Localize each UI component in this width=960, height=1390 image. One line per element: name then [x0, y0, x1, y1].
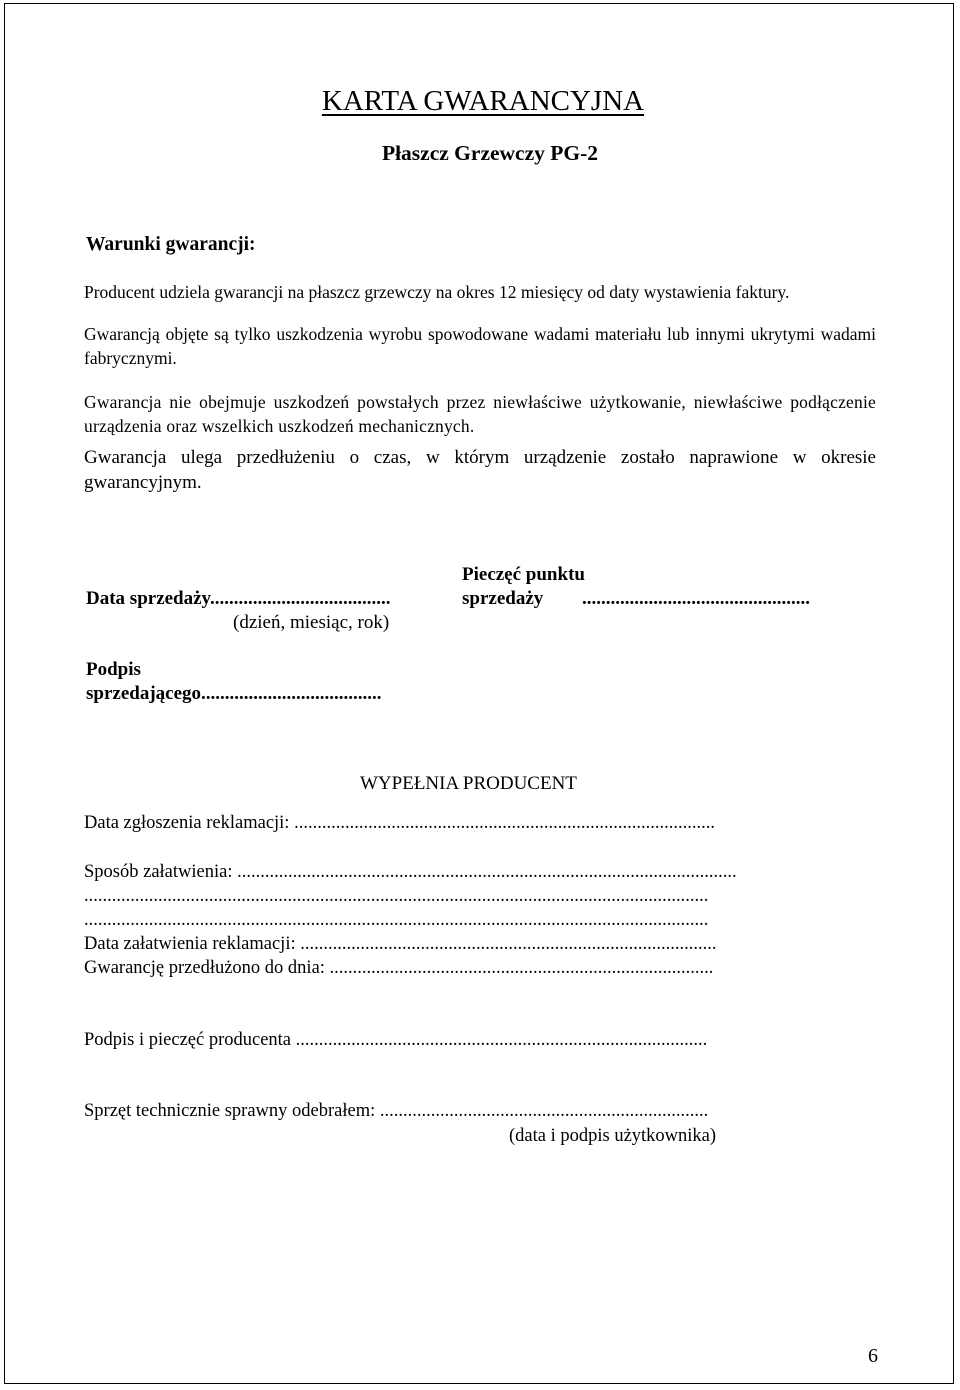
document-title: KARTA GWARANCYJNA: [321, 85, 645, 117]
method-line: Sposób załatwienia: ............................................................................................................: [84, 862, 737, 882]
stamp-label-line2: sprzedaży: [462, 588, 544, 609]
dotted-line: .......................................................................................................................................: [84, 886, 709, 906]
dotted-line: .......................................................................................................................................: [84, 910, 709, 930]
sale-date-label: Data sprzedaży: [86, 588, 211, 609]
document-subtitle: Płaszcz Grzewczy PG-2: [381, 141, 599, 165]
condition-paragraph: Gwarancja nie obejmuje uszkodzeń powstałych przez niewłaściwe użytkowanie, niewłaściwe podłączenie urządzenia oraz wszelkich uszkodzeń mechanicznych.: [84, 392, 876, 436]
stamp-dots: ................................................: [582, 588, 810, 609]
condition-paragraph: Producent udziela gwarancji na płaszcz grzewczy na okres 12 miesięcy od daty wystawienia faktury.: [84, 282, 790, 302]
condition-paragraph: Gwarancją objęte są tylko uszkodzenia wyrobu spowodowane wadami materiału lub innymi ukrytymi wadami fabrycznymi.: [84, 324, 876, 368]
extended-until-line: Gwarancję przedłużono do dnia: ...................................................................................: [84, 958, 714, 978]
seller-signature-dots: ......................................: [201, 683, 382, 704]
condition-paragraph: Gwarancja ulega przedłużeniu o czas, w którym urządzenie zostało naprawione w okresie gwarancyjnym.: [84, 447, 876, 493]
sale-date-hint: (dzień, miesiąc, rok): [233, 612, 390, 633]
conditions-heading: Warunki gwarancji:: [86, 234, 256, 255]
received-line: Sprzęt technicznie sprawny odebrałem: .......................................................................: [84, 1101, 709, 1121]
resolution-date-line: Data załatwienia reklamacji: ..........................................................................................: [84, 934, 717, 954]
producer-signature-line: Podpis i pieczęć producenta .........................................................................................: [84, 1030, 708, 1050]
sale-date-dots: ......................................: [210, 588, 391, 609]
stamp-label-line1: Pieczęć punktu: [462, 564, 585, 585]
received-hint: (data i podpis użytkownika): [509, 1126, 717, 1146]
seller-signature-label-line1: Podpis: [86, 659, 141, 680]
sale-date-field: [86, 587, 391, 611]
producent-heading: WYPEŁNIA PRODUCENT: [360, 773, 577, 794]
seller-signature-label-line2: sprzedającego: [86, 683, 202, 704]
seller-signature-field: [86, 682, 382, 706]
page-number: 6: [868, 1345, 878, 1367]
complaint-date-line: Data zgłoszenia reklamacji: ...........................................................................................: [84, 813, 715, 833]
